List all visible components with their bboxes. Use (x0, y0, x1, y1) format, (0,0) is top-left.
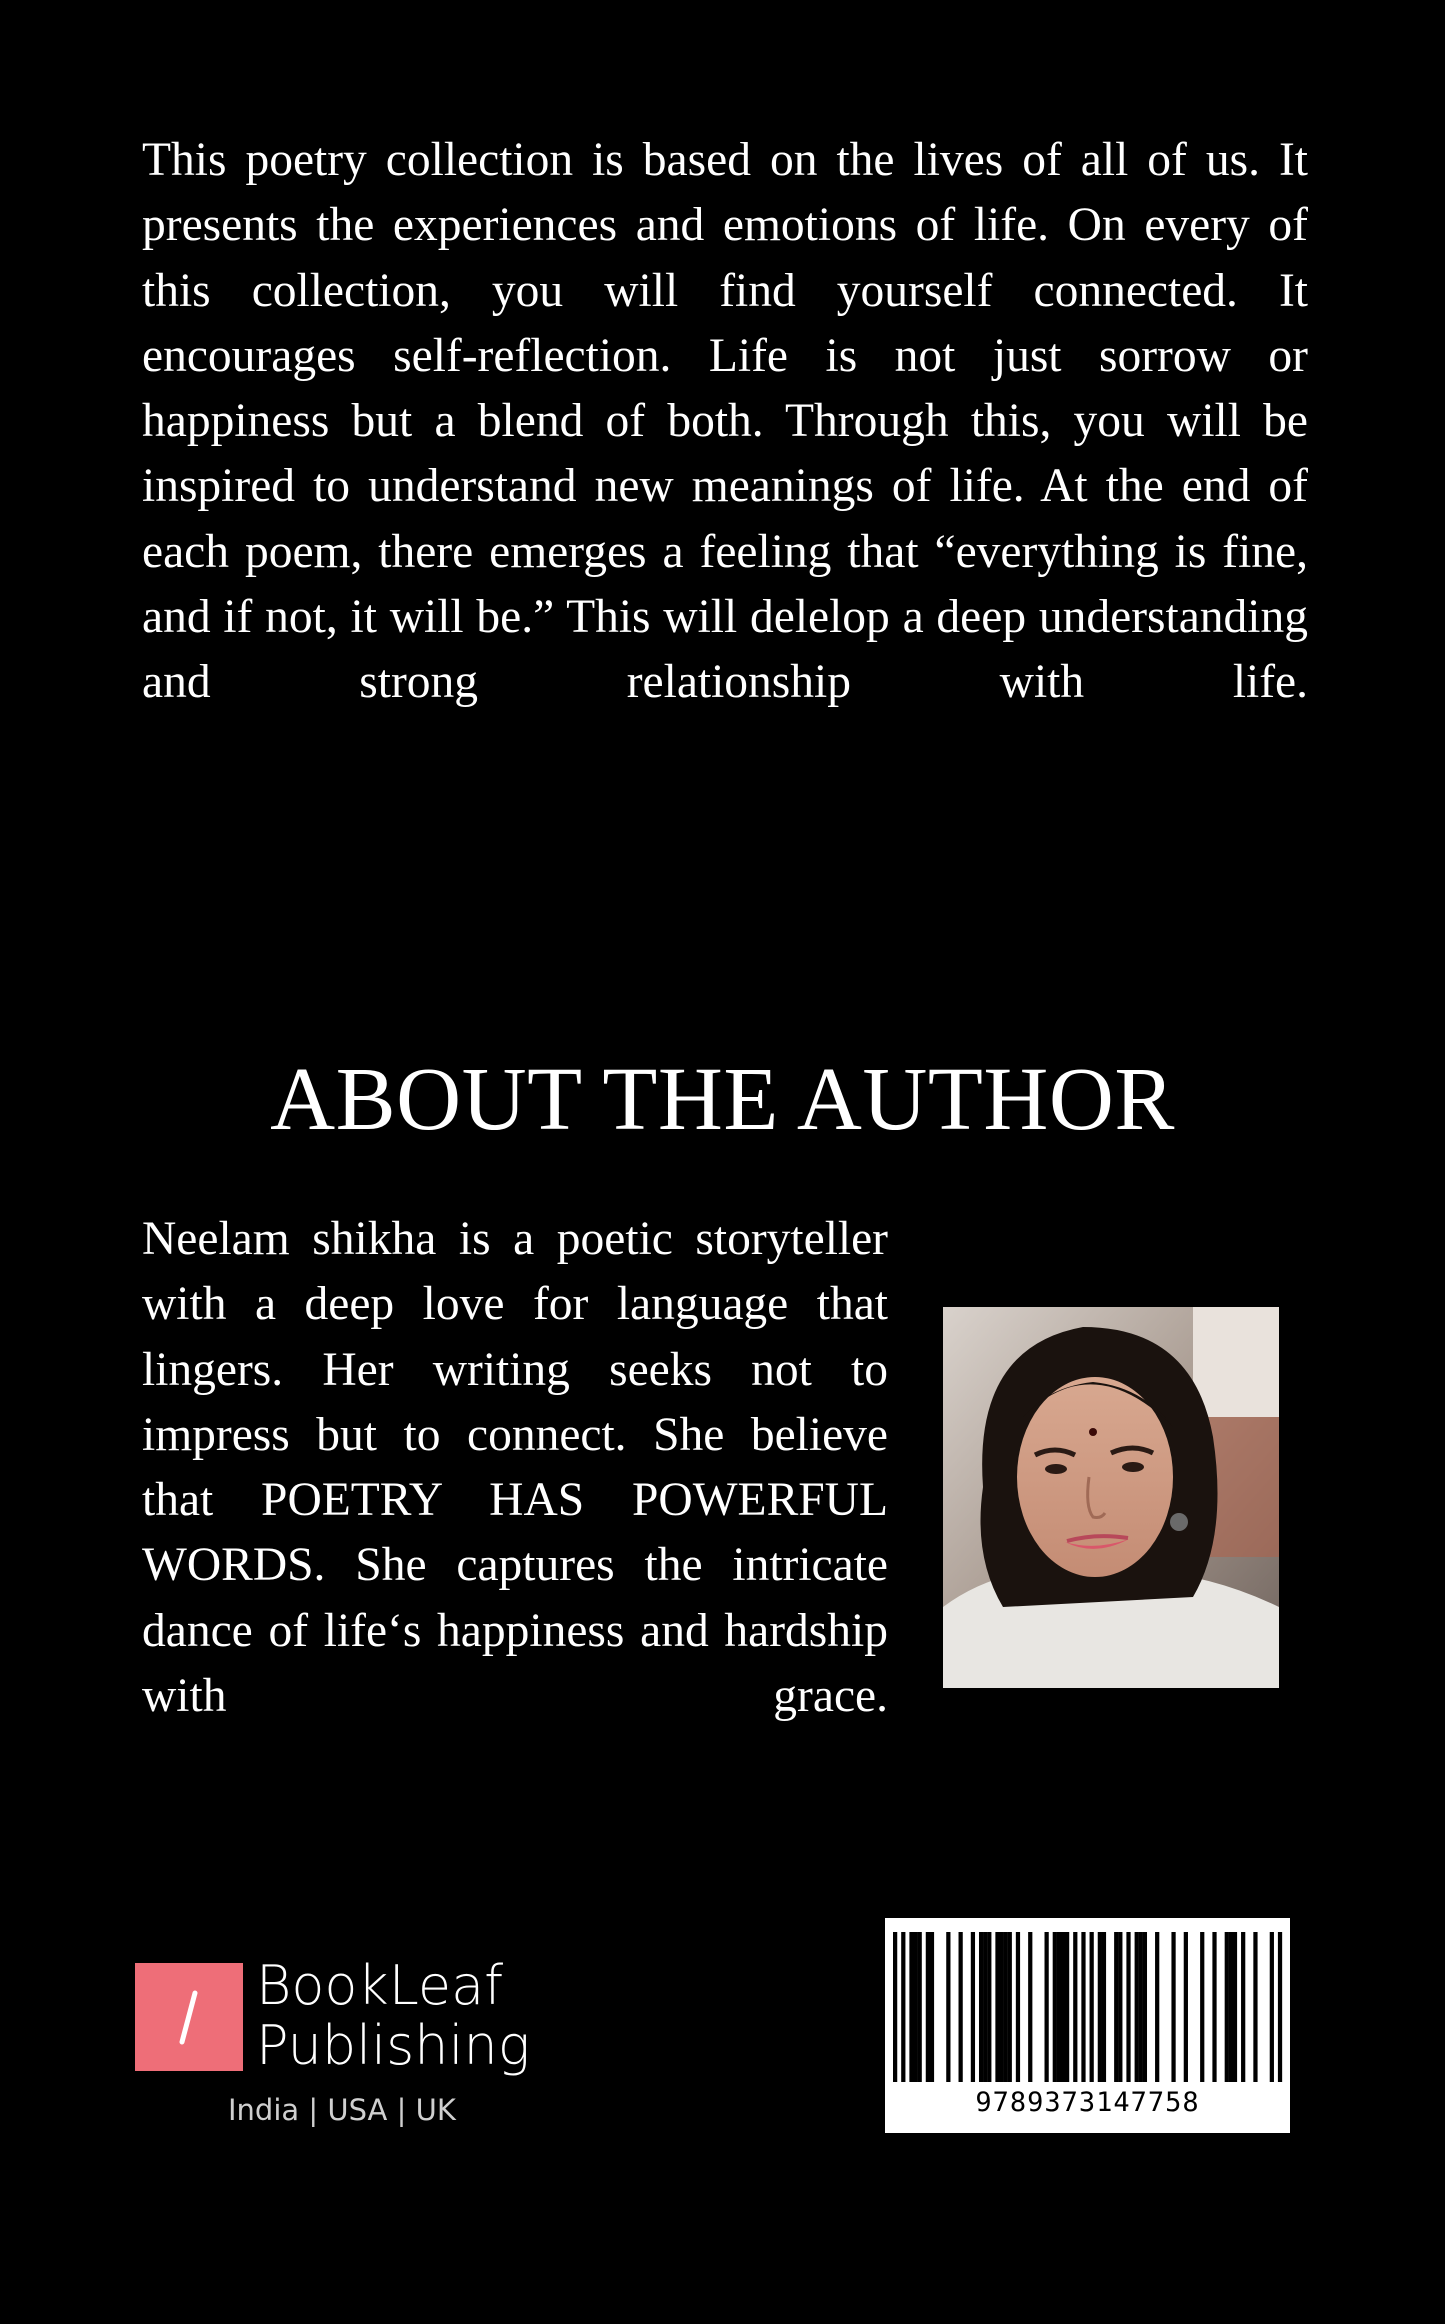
barcode-bar (913, 1932, 917, 2082)
about-author-heading: ABOUT THE AUTHOR (270, 1050, 1175, 1149)
barcode-bar (1073, 1932, 1077, 2082)
barcode-bar (1278, 1932, 1282, 2082)
barcode-bar (1045, 1932, 1049, 2082)
barcode-bar (1225, 1932, 1229, 2082)
barcode-bar (1118, 1932, 1122, 2082)
barcode-bar (1090, 1932, 1094, 2082)
publisher-name-line1: BookLeaf (256, 1954, 504, 2017)
barcode-bar (999, 1932, 1003, 2082)
barcode-bar (995, 1932, 999, 2082)
back-cover-blurb: This poetry collection is based on the lives of all of us. It presents the experiences and emotions of life. On every of this collection, you will find yourself connected. It encourages self-reflection. Life is not just sorrow or happiness but a blend of both. Through this, you will be inspired to understand new meanings of life. At the end of each poem, there emerges a feeling that “everything is fine, and if not, it will be.” This will delelop a deep understanding and strong relationship with life. (142, 134, 1308, 709)
barcode-bar (1270, 1932, 1274, 2082)
barcode-bar (1057, 1932, 1061, 2082)
barcode-bar (1171, 1932, 1175, 2082)
isbn-barcode (885, 1918, 1290, 2133)
barcode-bar (1081, 1932, 1085, 2082)
barcode-bar (926, 1932, 930, 2082)
barcode-bar (1114, 1932, 1118, 2082)
barcode-bar (1233, 1932, 1237, 2082)
barcode-bar (893, 1932, 897, 2082)
barcode-bars (885, 1918, 1290, 2088)
barcode-bar (1143, 1932, 1147, 2082)
barcode-bar (1126, 1932, 1130, 2082)
barcode-bar (1212, 1932, 1216, 2082)
barcode-bar (1053, 1932, 1057, 2082)
publisher-name (256, 1956, 530, 2076)
barcode-bar (1253, 1932, 1257, 2082)
publisher-regions: India | USA | UK (228, 2093, 456, 2127)
barcode-bar (987, 1932, 991, 2082)
barcode-bar (918, 1932, 922, 2082)
barcode-bar (946, 1932, 950, 2082)
barcode-bar (1229, 1932, 1233, 2082)
barcode-bar (1008, 1932, 1012, 2082)
barcode-bar (1102, 1932, 1106, 2082)
barcode-bar (1139, 1932, 1143, 2082)
barcode-bar (1241, 1932, 1245, 2082)
barcode-bar (1016, 1932, 1020, 2082)
barcode-bar (1065, 1932, 1069, 2082)
barcode-bar (1061, 1932, 1065, 2082)
barcode-bar (1155, 1932, 1159, 2082)
barcode-bar (979, 1932, 983, 2082)
publisher-logo (135, 1963, 243, 2071)
barcode-bar (930, 1932, 934, 2082)
publisher-name-line2: Publishing (256, 2014, 531, 2077)
author-photo (943, 1307, 1279, 1688)
slash-logo-icon (135, 1963, 243, 2071)
barcode-bar (983, 1932, 987, 2082)
author-bio: Neelam shikha is a poetic storyteller with a deep love for language that lingers. Her writing seeks not to impress but to connect. She believe that POETRY HAS POWERFUL WORDS. She captures the intricate dance of life‘s happiness and hardship with grace. (142, 1213, 888, 1723)
barcode-bar (1135, 1932, 1139, 2082)
barcode-bar (1028, 1932, 1032, 2082)
barcode-bar (1004, 1932, 1008, 2082)
barcode-bar (909, 1932, 913, 2082)
isbn-number: 9789373147758 (975, 2087, 1200, 2118)
barcode-bar (1184, 1932, 1188, 2082)
barcode-bar (971, 1932, 975, 2082)
barcode-bar (1200, 1932, 1204, 2082)
barcode-bar (959, 1932, 963, 2082)
barcode-bar (1098, 1932, 1102, 2082)
barcode-bar (901, 1932, 905, 2082)
